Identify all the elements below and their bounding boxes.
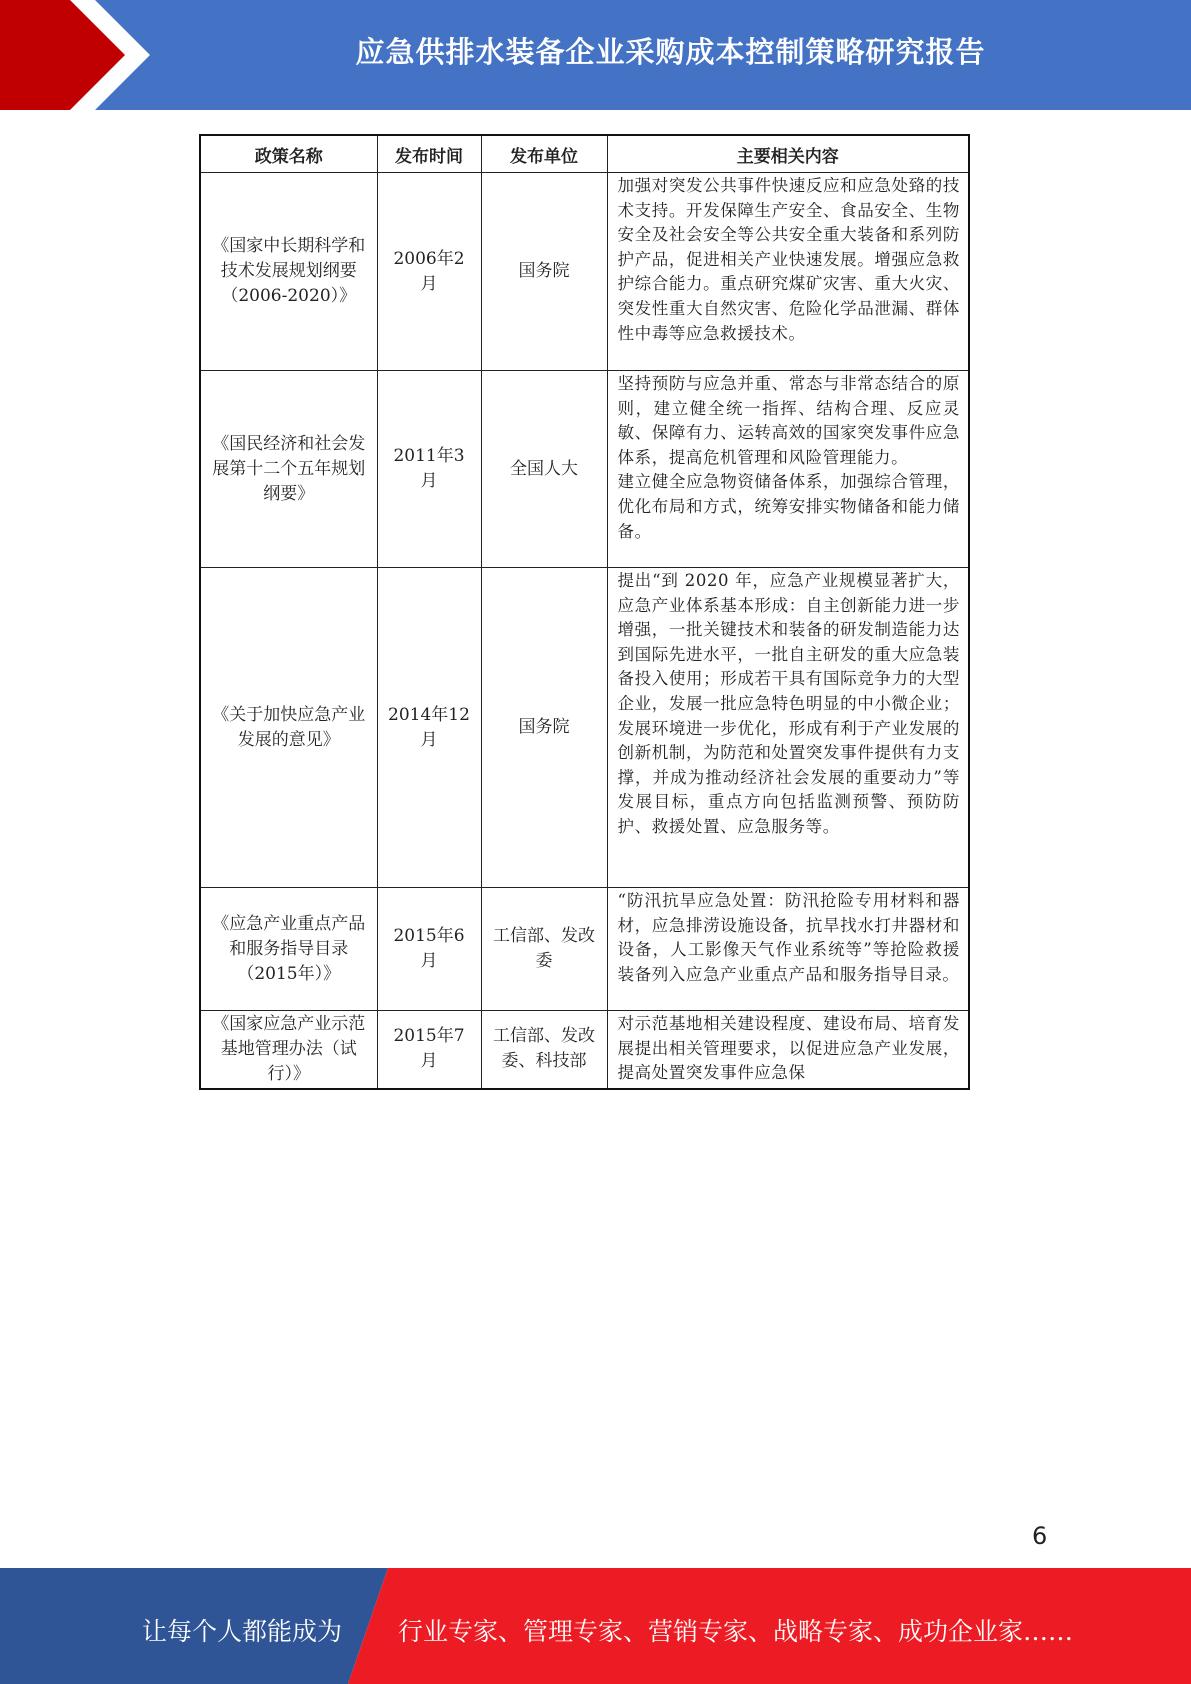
table-row (200, 888, 969, 1011)
release-date-cell: 2015年6月 (377, 888, 481, 1011)
issuer-cell: 国务院 (481, 568, 607, 888)
policy-name-cell: 《应急产业重点产品和服务指导目录（2015年）》 (200, 888, 377, 1011)
header-band (0, 0, 1191, 110)
column-header-issuer: 发布单位 (481, 135, 607, 173)
policy-name-cell: 《国民经济和社会发展第十二个五年规划纲要》 (200, 371, 377, 568)
policy-name-cell: 《国家应急产业示范基地管理办法（试行）》 (200, 1011, 377, 1089)
policy-table-container (199, 134, 968, 1090)
issuer-cell: 全国人大 (481, 371, 607, 568)
release-date-cell: 2006年2月 (377, 173, 481, 371)
table-header-row (200, 135, 969, 173)
issuer-cell: 国务院 (481, 173, 607, 371)
issuer-cell: 工信部、发改委、科技部 (481, 1011, 607, 1089)
content-cell: 提出“到 2020 年，应急产业规模显著扩大，应急产业体系基本形成：自主创新能力进一步增强，一批关键技术和装备的研发制造能力达到国际先进水平，一批自主研发的重大应急装备投入使用；形成若干具有国际竞争力的大型企业，发展一批应急特色明显的中小微企业；发展环境进一步优化，形成有利于产业发展的创新机制，为防范和处置突发事件提供有力支撑，并成为推动经济社会发展的重要动力”等发展目标，重点方向包括监测预警、预防防护、救援处置、应急服务等。 (607, 568, 969, 888)
footer-slogan-left: 让每个人都能成为 (142, 1617, 343, 1646)
table-row (200, 371, 969, 568)
release-date-cell: 2015年7月 (377, 1011, 481, 1089)
policy-name-cell: 《国家中长期科学和技术发展规划纲要（2006-2020）》 (200, 173, 377, 371)
issuer-cell: 工信部、发改委 (481, 888, 607, 1011)
chevron-arrow-icon (0, 0, 160, 110)
report-title: 应急供排水装备企业采购成本控制策略研究报告 (355, 34, 986, 69)
table-row (200, 173, 969, 371)
column-header-main-content: 主要相关内容 (607, 135, 969, 173)
release-date-cell: 2014年12月 (377, 568, 481, 888)
page-number: 6 (1032, 1522, 1048, 1550)
footer-slogan-right: 行业专家、管理专家、营销专家、战略专家、成功企业家…… (398, 1617, 1074, 1646)
content-cell: 坚持预防与应急并重、常态与非常态结合的原则，建立健全统一指挥、结构合理、反应灵敏、保障有力、运转高效的国家突发事件应急体系，提高危机管理和风险管理能力。 建立健全应急物资储备体系，加强综合管理，优化布局和方式，统筹安排实物储备和能力储备。 (607, 371, 969, 568)
column-header-release-date: 发布时间 (377, 135, 481, 173)
column-header-policy-name: 政策名称 (200, 135, 377, 173)
content-cell: “防汛抗旱应急处置：防汛抢险专用材料和器材，应急排涝设施设备，抗旱找水打井器材和设备，人工影像天气作业系统等”等抢险救援装备列入应急产业重点产品和服务指导目录。 (607, 888, 969, 1011)
table-row (200, 568, 969, 888)
release-date-cell: 2011年3月 (377, 371, 481, 568)
table-row (200, 1011, 969, 1089)
content-cell: 对示范基地相关建设程度、建设布局、培育发展提出相关管理要求，以促进应急产业发展，提高处置突发事件应急保 (607, 1011, 969, 1089)
policy-table (199, 134, 970, 1090)
content-cell: 加强对突发公共事件快速反应和应急处臵的技术支持。开发保障生产安全、食品安全、生物安全及社会安全等公共安全重大装备和系列防护产品，促进相关产业快速发展。增强应急救护综合能力。重点研究煤矿灾害、重大火灾、突发性重大自然灾害、危险化学品泄漏、群体性中毒等应急救援技术。 (607, 173, 969, 371)
policy-name-cell: 《关于加快应急产业发展的意见》 (200, 568, 377, 888)
